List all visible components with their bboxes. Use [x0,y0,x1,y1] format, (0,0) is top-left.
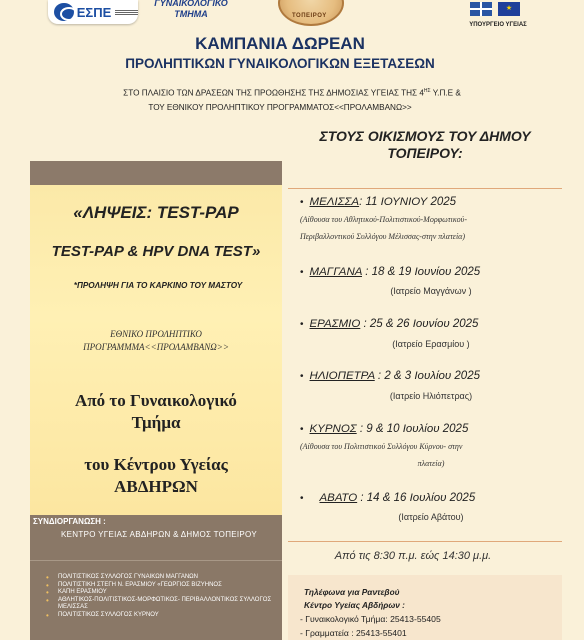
location-date: : 11 ΙΟΥΝΙΟΥ 2025 [359,196,457,208]
health-center-contact-label: Κέντρο Υγείας Αβδήρων : [304,600,405,610]
bullet-icon: • [300,371,304,382]
from-department [36,390,276,434]
campaign-subtitle: ΠΡΟΛΗΠΤΙΚΩΝ ΓΥΝΑΙΚΟΛΟΓΙΚΩΝ ΕΞΕΤΑΣΕΩΝ [125,56,435,71]
location-place: (Ιατρείο Ηλιόπετρας) [389,391,473,401]
coorganizers-value: ΚΕΝΤΡΟ ΥΓΕΙΑΣ ΑΒΔΗΡΩΝ & ΔΗΜΟΣ ΤΟΠΕΙΡΟΥ [61,530,257,539]
location-maggana [300,266,562,296]
villages-heading-line1: ΣΤΟΥΣ ΟΙΚΙΣΜΟΥΣ ΤΟΥ ΔΗΜΟΥ [319,128,531,144]
ministry-logo [470,2,520,16]
location-note-2: πλατεία) [417,459,445,468]
from-department-line1: Από το Γυναικολογικό [75,391,237,410]
villages-heading [288,128,562,162]
location-line [300,318,562,330]
national-program-line2: ΠΡΟΓΡΑΜΜΜΑ<<ΠΡΟΛΑΜΒΑΝΩ>> [83,342,229,352]
location-place: (Ιατρείο Ερασμίου ) [392,339,470,349]
left-top-band [30,161,282,185]
location-name: ΚΥΡΝΟΣ [309,423,357,435]
from-department-line2: Τμήμα [131,413,181,432]
tests-heading: «ΛΗΨΕΙΣ: TEST-PAP [73,203,239,222]
location-place: (Ιατρείο Μαγγάνων ) [390,286,472,296]
health-center-line2: ΑΒΔΗΡΩΝ [114,477,198,496]
divider [288,541,562,542]
list-item: • ΚΑΠΗ ΕΡΑΣΜΙΟΥ [46,589,278,597]
location-avato [300,492,562,522]
location-name: ΜΕΛΙΣΣΑ [309,196,360,208]
greek-flag-icon [470,2,492,16]
gynecology-dept-label: ΓΥΝΑΙΚΟΛΟΓΙΚΟ ΤΜΗΜΑ [154,0,228,19]
location-erasmio [300,318,562,349]
location-line [300,492,562,504]
villages-heading-line2: ΤΟΠΕΙΡΟΥ: [387,145,463,161]
ministry-label: ΥΠΟΥΡΓΕΙΟ ΥΓΕΙΑΣ [469,22,527,28]
location-line [300,196,562,208]
espe-logo-text: ΕΣΠΕ [76,4,112,20]
location-date: : 14 & 16 Ιουλίου 2025 [357,492,476,504]
espe-logo [48,0,138,24]
location-kyrnos [300,423,562,472]
bullet-icon: • [300,319,304,330]
location-date: : 18 & 19 Ιουνίου 2025 [362,266,481,278]
framework-line [0,88,584,98]
coorganizers-divider [30,560,282,561]
espe-logo-small-text [115,9,138,16]
program-line: ΤΟΥ ΕΘΝΙΚΟΥ ΠΡΟΛΗΠΤΙΚΟΥ ΠΡΟΓΡΑΜΜΑΤΟΣ<<ΠΡΟΛΑΜΒΑΝΩ>> [148,103,412,112]
location-name: ΕΡΑΣΜΙΟ [309,318,361,330]
location-name: ΗΛΙΟΠΕΤΡΑ [309,370,375,382]
location-note-1: (Αίθουσα του Πολιτιστικού Συλλόγου Κύρνου- στην [300,442,463,451]
bullet-icon: • [300,424,304,435]
health-center-line1: του Κέντρου Υγείας [84,455,228,474]
national-program [36,328,276,354]
location-melissa [300,196,562,245]
associations-list [46,574,278,620]
phone-secretariat: - Γραμματεία : 25413-55401 [300,628,407,638]
list-item: • ΠΟΛΙΤΙΣΤΙΚΗ ΣΤΕΓΗ Ν. ΕΡΑΣΜΙΟΥ «ΓΕΩΡΓΙΟΣ ΒΙΖΥΗΝΟΣ [46,582,278,590]
location-name: ΜΑΓΓΑΝΑ [309,266,363,278]
location-place: (Ιατρείο Αβάτου) [398,512,464,522]
bullet-icon: • [300,197,304,208]
list-item: • ΑΘΛΗΤΙΚΟΣ-ΠΟΛΙΤΙΣΤΙΚΟΣ-ΜΟΡΦΩΤΙΚΟΣ- ΠΕΡΙΒΑΛΛΟΝΤΙΚΟΣ ΣΥΛΛΟΓΟΣ ΜΕΛΙΣΣΑΣ [46,597,278,612]
opening-hours: Από τις 8:30 π.μ. εώς 14:30 μ.μ. [334,550,492,562]
location-line [300,423,562,435]
location-date: : 9 & 10 Ιουλίου 2025 [356,423,469,435]
campaign-title: ΚΑΜΠΑΝΙΑ ΔΩΡΕΑΝ [195,34,365,53]
phone-gynecology: - Γυναικολογικό Τμήμα: 25413-55405 [300,614,441,624]
list-item: • ΠΟΛΙΤΙΣΤΙΚΟΣ ΣΥΛΛΟΓΟΣ ΓΥΝΑΙΚΩΝ ΜΑΓΓΑΝΩΝ [46,574,278,582]
location-date: : 2 & 3 Ιουλίου 2025 [374,370,480,382]
espe-emblem-icon [54,3,74,21]
location-date: : 25 & 26 Ιουνίου 2025 [360,318,479,330]
location-note-2: Περιβαλλοντικού Συλλόγου Μέλισσας-στην πλατεία) [300,232,466,241]
framework-line-b: Υ.Π.Ε & [430,88,461,98]
location-iliopetra [300,370,562,401]
health-center [36,454,276,498]
national-program-line1: ΕΘΝΙΚΟ ΠΡΟΛΗΠΤΙΚΟ [110,329,202,339]
framework-superscript: ΗΣ [423,88,431,94]
appointments-label: Τηλέφωνα για Ραντεβού [304,587,400,597]
divider [288,188,562,189]
list-item: • ΠΟΛΙΤΙΣΤΙΚΟΣ ΣΥΛΛΟΓΟΣ ΚΥΡΝΟΥ [46,612,278,620]
location-line [300,370,562,382]
tests-subheading: TEST-PAP & HPV DNA TEST» [51,243,261,260]
location-note-1: (Αίθουσα του Αθλητικού-Πολιτιστικού-Μορφωτικού- [300,215,468,224]
seal-text: ΤΟΠΕΙΡΟΥ [292,13,327,19]
bullet-icon: • [300,267,304,278]
coorganizers-label: ΣΥΝΔΙΟΡΓΑΝΩΣΗ : [33,517,106,526]
framework-line-a: ΣΤΟ ΠΛΑΙΣΙΟ ΤΩΝ ΔΡΑΣΕΩΝ ΤΗΣ ΠΡΟΩΘΗΣΗΣ ΤΗΣ ΔΗΜΟΣΙΑΣ ΥΓΕΙΑΣ ΤΗΣ 4 [123,88,424,98]
eu-flag-icon: ★ [498,2,520,16]
breast-cancer-note: *ΠΡΟΛΗΨΗ ΓΙΑ ΤΟ ΚΑΡΚΙΝΟ ΤΟΥ ΜΑΣΤΟΥ [73,281,243,290]
bullet-icon: • [300,493,304,504]
location-name: ΑΒΑΤΟ [319,492,358,504]
location-line [300,266,562,278]
